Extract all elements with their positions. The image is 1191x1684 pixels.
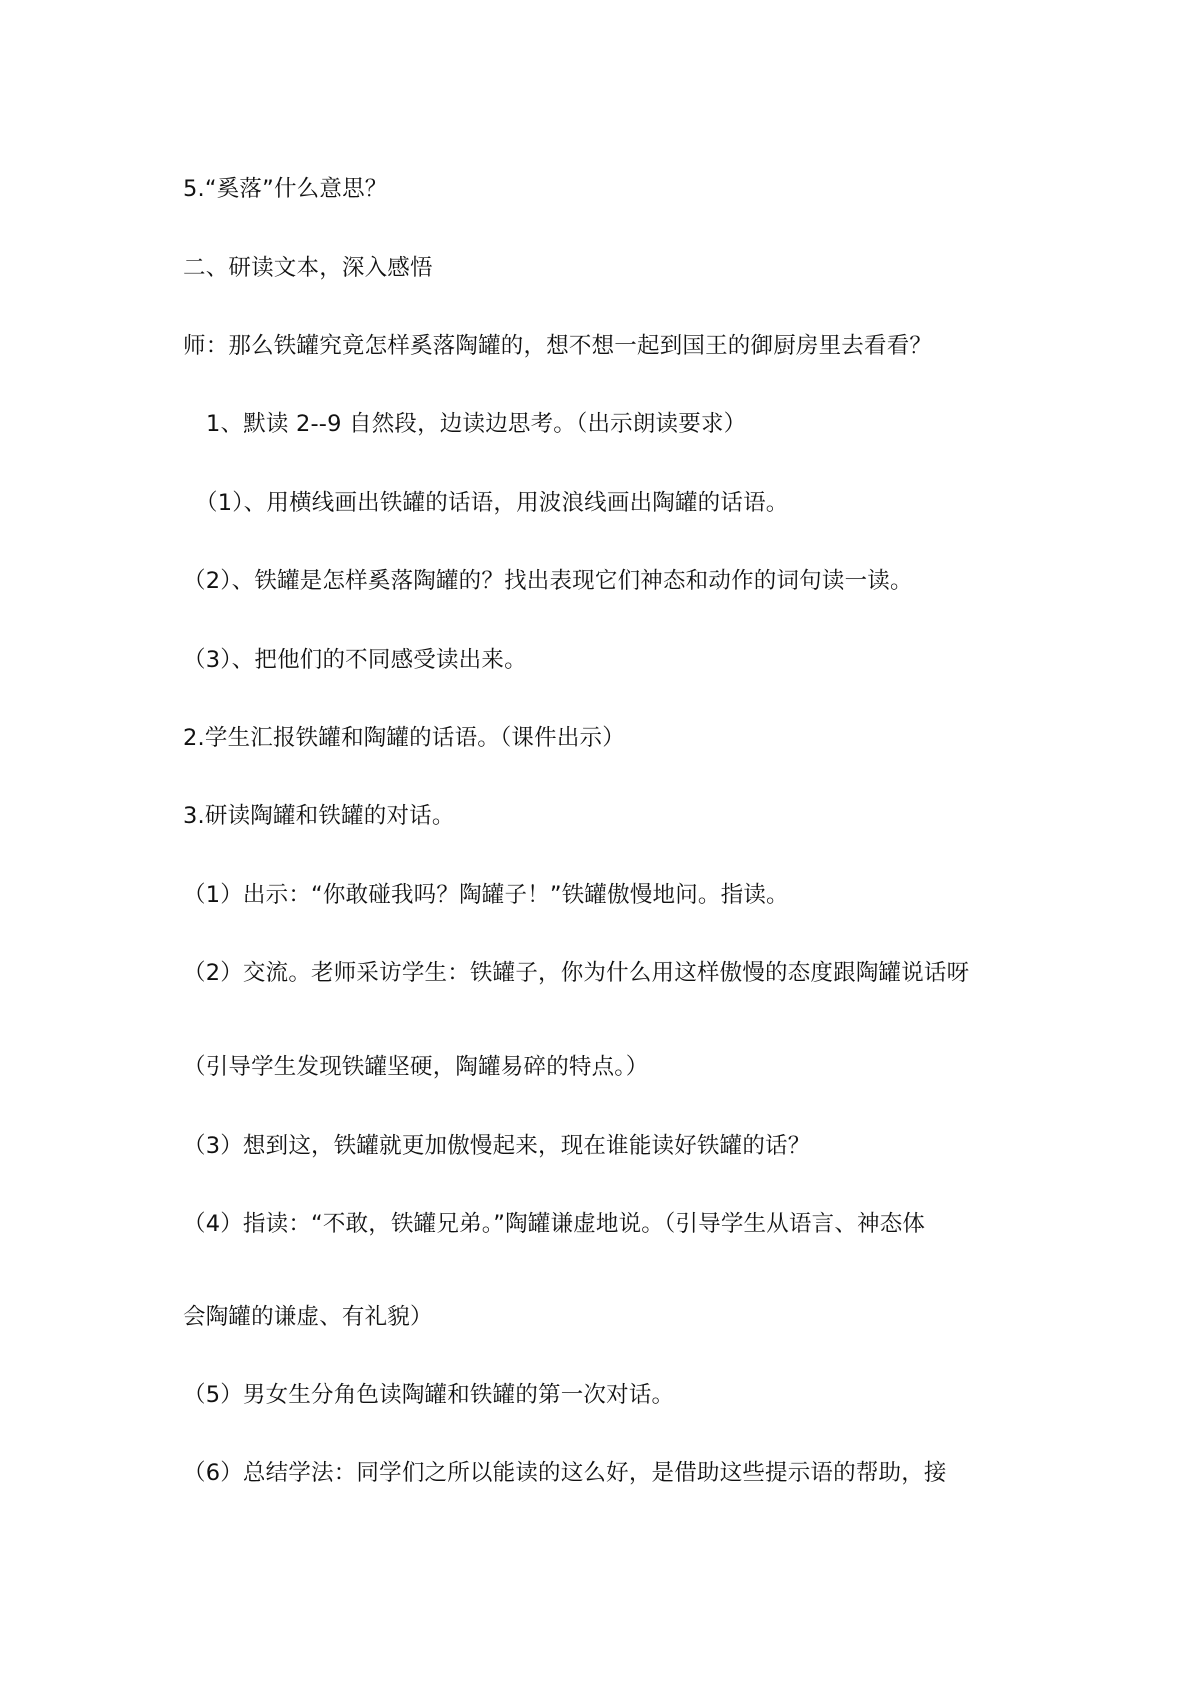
text-line-item-4-continued: 会陶罐的谦虚、有礼貌） — [183, 1304, 433, 1330]
text-line-item-2-guide: （引导学生发现铁罐坚硬，陶罐易碎的特点。） — [183, 1054, 649, 1080]
section-heading-2: 二、研读文本，深入感悟 — [183, 255, 433, 281]
text-line-requirement-3: （3）、把他们的不同感受读出来。 — [183, 647, 527, 673]
text-line-item-2: （2）交流。老师采访学生：铁罐子，你为什么用这样傲慢的态度跟陶罐说话呀 — [183, 960, 970, 986]
text-line-step-1: 1、默读 2--9 自然段，边读边思考。（出示朗读要求） — [206, 411, 747, 437]
text-line-question-5: 5.“奚落”什么意思？ — [183, 176, 388, 202]
text-line-item-3: （3）想到这，铁罐就更加傲慢起来，现在谁能读好铁罐的话？ — [183, 1133, 811, 1159]
text-line-step-2: 2.学生汇报铁罐和陶罐的话语。（课件出示） — [183, 725, 625, 751]
text-line-teacher-question: 师：那么铁罐究竟怎样奚落陶罐的，想不想一起到国王的御厨房里去看看？ — [183, 333, 933, 359]
text-line-item-1: （1）出示：“你敢碰我吗？陶罐子！”铁罐傲慢地问。指读。 — [183, 882, 789, 908]
text-line-item-5: （5）男女生分角色读陶罐和铁罐的第一次对话。 — [183, 1382, 675, 1408]
text-line-requirement-2: （2）、铁罐是怎样奚落陶罐的？找出表现它们神态和动作的词句读一读。 — [183, 568, 913, 594]
text-line-requirement-1: （1）、用横线画出铁罐的话语，用波浪线画出陶罐的话语。 — [195, 490, 789, 516]
text-line-item-4: （4）指读：“不敢，铁罐兄弟。”陶罐谦虚地说。（引导学生从语言、神态体 — [183, 1211, 926, 1237]
text-line-item-6: （6）总结学法：同学们之所以能读的这么好，是借助这些提示语的帮助，接 — [183, 1460, 947, 1486]
text-line-step-3: 3.研读陶罐和铁罐的对话。 — [183, 803, 455, 829]
